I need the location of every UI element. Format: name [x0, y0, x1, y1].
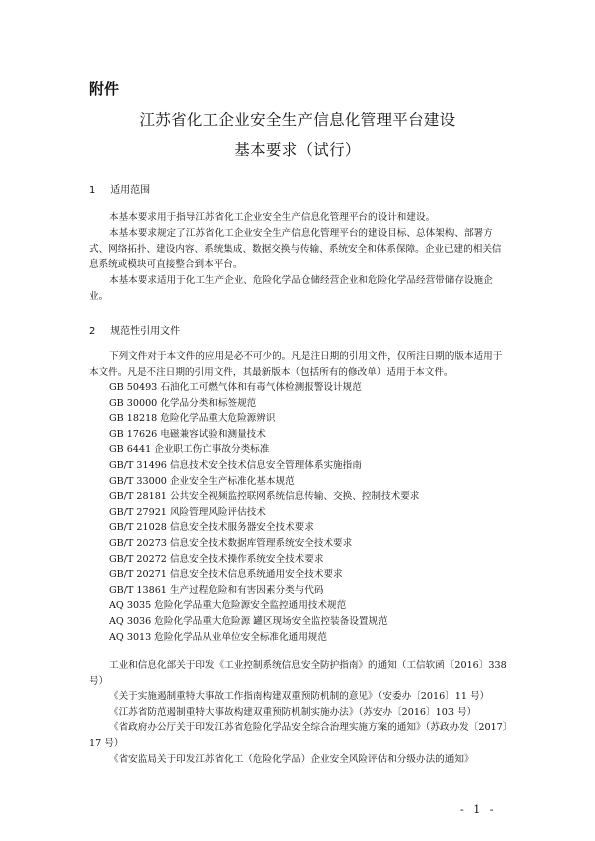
- section-1-heading: [89, 181, 150, 196]
- reference-item: GB/T 21028 信息安全技术服务器安全技术要求: [109, 522, 314, 534]
- reference-item: GB/T 13861 生产过程危险和有害因素分类与代码: [109, 584, 324, 596]
- document-title-line1: 江苏省化工企业安全生产信息化管理平台建设: [139, 111, 456, 129]
- reference-item: GB 18218 危险化学品重大危险源辨识: [109, 413, 276, 425]
- reference-item: GB 30000 化学品分类和标签规范: [109, 397, 257, 409]
- reference-item: GB/T 27921 风险管理风险评估技术: [109, 506, 266, 518]
- reference-item: GB 50493 石油化工可燃气体和有毒气体检测报警设计规范: [109, 382, 362, 393]
- reference-item: GB 17626 电磁兼容试验和测量技术: [109, 428, 266, 440]
- document-item: 《江苏省防范遏制重特大事故构建双重预防机制实施办法》（苏安办〔2016〕103 号）: [109, 706, 477, 718]
- reference-item: AQ 3036 危险化学品重大危险源 罐区现场安全监控装备设置规范: [109, 615, 388, 627]
- document-item: 《省政府办公厅关于印发江苏省危险化学品安全综合治理实施方案的通知》（苏政办发〔2017〕17 号）: [89, 722, 508, 749]
- section-1-paragraph-3: 本基本要求适用于化工生产企业、危险化学品仓储经营企业和危险化学品经营带储存设施企业。: [89, 275, 493, 302]
- reference-item: GB/T 20273 信息安全技术数据库管理系统安全技术要求: [109, 537, 353, 549]
- reference-documents-list: [89, 658, 509, 767]
- document-item: 工业和信息化部关于印发《工业控制系统信息安全防护指南》的通知（工信软函〔2016〕338 号）: [89, 660, 507, 687]
- reference-item: GB/T 33000 企业安全生产标准化基本规范: [109, 475, 295, 487]
- reference-item: GB 6441 企业职工伤亡事故分类标准: [109, 444, 270, 456]
- section-1-paragraph-2: 本基本要求规定了江苏省化工企业安全生产信息化管理平台的建设目标、总体架构、部署方式、网络拓扑、建设内容、系统集成、数据交换与传输、系统安全和体系保障。企业已建的相关信息系统或模块可直接整合到本平台。: [89, 228, 502, 271]
- section-2-number: 2: [89, 326, 96, 337]
- document-item: 《关于实施遏制重特大事故工作指南构建双重预防机制的意见》（安委办〔2016〕11 号）: [109, 691, 490, 703]
- reference-item: GB/T 28181 公共安全视频监控联网系统信息传输、交换、控制技术要求: [109, 491, 420, 503]
- reference-item: AQ 3013 危险化学品从业单位安全标准化通用规范: [109, 631, 327, 643]
- reference-item: GB/T 20272 信息安全技术操作系统安全技术要求: [109, 553, 324, 565]
- page-number: - 1 -: [460, 803, 497, 816]
- document-item: 《省安监局关于印发江苏省化工（危险化学品）企业安全风险评估和分级办法的通知》: [109, 753, 474, 765]
- section-2-intro: 下列文件对于本文件的应用是必不可少的。凡是注日期的引用文件，仅所注日期的版本适用于本文件。凡是不注日期的引用文件，其最新版本（包括所有的修改单）适用于本文件。: [89, 351, 503, 378]
- reference-item: AQ 3035 危险化学品重大危险源安全监控通用技术规范: [109, 600, 347, 612]
- section-2-heading: [89, 322, 180, 337]
- section-1-number: 1: [89, 185, 96, 196]
- section-2-title: 规范性引用文件: [110, 326, 181, 337]
- section-1-paragraph-1: 本基本要求用于指导江苏省化工企业安全生产信息化管理平台的设计和建设。: [109, 212, 436, 223]
- document-title-line2: 基本要求（试行）: [234, 141, 361, 159]
- attachment-label: 附件: [89, 80, 120, 98]
- reference-item: GB/T 31496 信息技术安全技术信息安全管理体系实施指南: [109, 459, 362, 471]
- section-1-title: 适用范围: [110, 185, 151, 196]
- reference-item: GB/T 20271 信息安全技术信息系统通用安全技术要求: [109, 569, 343, 581]
- reference-standards-list: [109, 380, 419, 645]
